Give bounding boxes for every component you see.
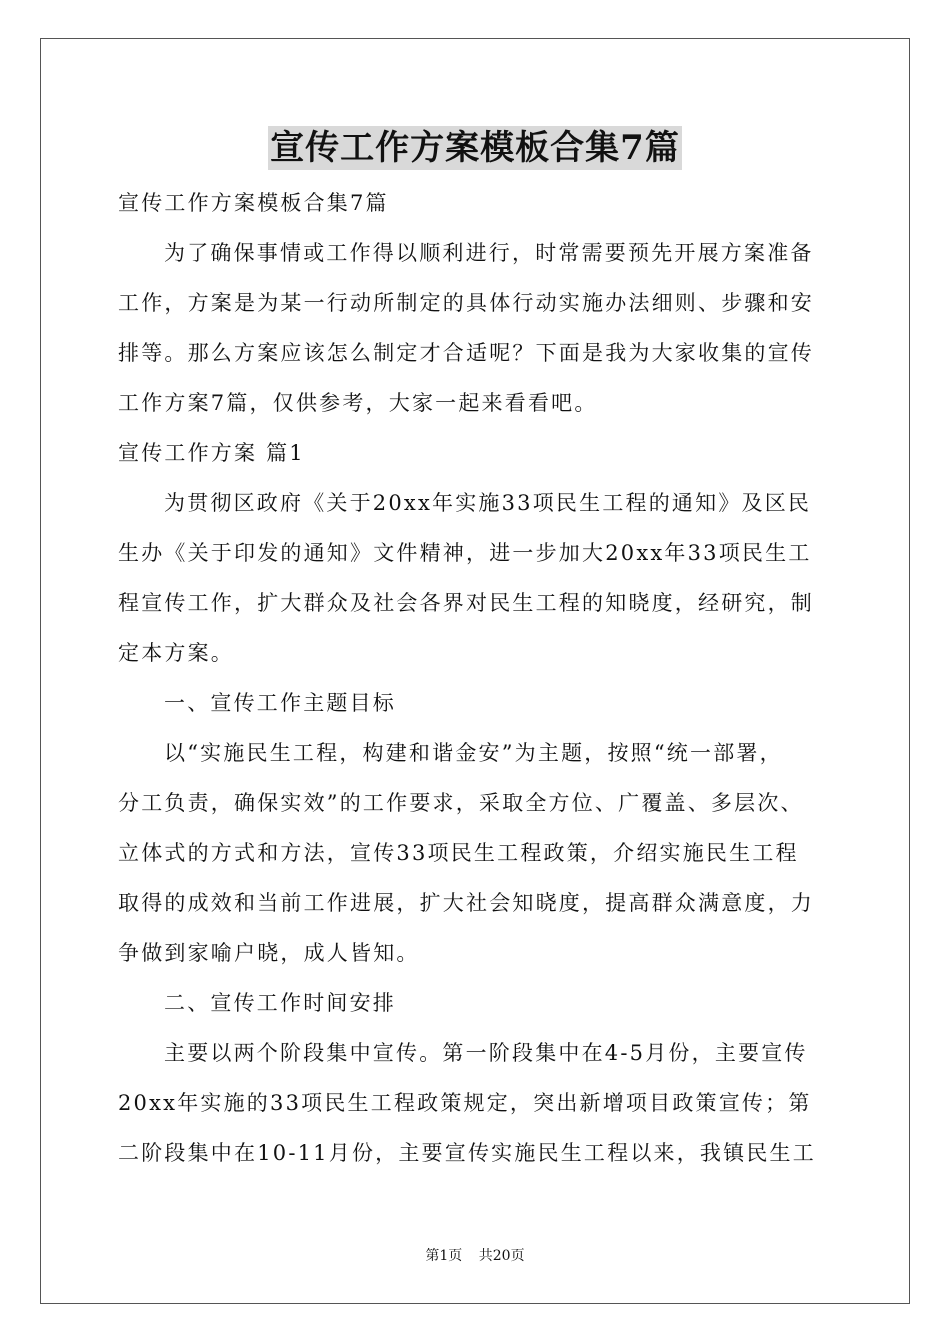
text-line: 工作，方案是为某一行动所制定的具体行动实施办法细则、步骤和安	[118, 291, 814, 315]
text-line: 分工负责，确保实效”的工作要求，采取全方位、广覆盖、多层次、	[118, 791, 804, 815]
title-container	[0, 126, 950, 170]
page-footer	[0, 1246, 950, 1266]
page-number: 第1页	[425, 1248, 463, 1264]
text-line: 宣传工作方案 篇1	[118, 441, 305, 465]
text-line: 排等。那么方案应该怎么制定才合适呢？下面是我为大家收集的宣传	[118, 341, 814, 365]
text-line: 一、宣传工作主题目标	[164, 691, 396, 715]
text-line: 20xx年实施的33项民生工程政策规定，突出新增项目政策宣传；第	[118, 1091, 812, 1115]
text-line: 宣传工作方案模板合集7篇	[118, 191, 389, 215]
text-line: 为了确保事情或工作得以顺利进行，时常需要预先开展方案准备	[164, 241, 814, 265]
text-line: 二阶段集中在10-11月份，主要宣传实施民生工程以来，我镇民生工	[118, 1141, 816, 1165]
text-line: 生办《关于印发的通知》文件精神，进一步加大20xx年33项民生工	[118, 541, 812, 565]
text-line: 为贯彻区政府《关于20xx年实施33项民生工程的通知》及区民	[164, 491, 812, 515]
document-title: 宣传工作方案模板合集7篇	[270, 128, 680, 168]
document-body	[118, 178, 838, 1178]
text-line: 主要以两个阶段集中宣传。第一阶段集中在4-5月份，主要宣传	[164, 1041, 808, 1065]
text-line: 取得的成效和当前工作进展，扩大社会知晓度，提高群众满意度，力	[118, 891, 814, 915]
text-line: 程宣传工作，扩大群众及社会各界对民生工程的知晓度，经研究，制	[118, 591, 814, 615]
text-line: 工作方案7篇，仅供参考，大家一起来看看吧。	[118, 391, 598, 415]
text-line: 定本方案。	[118, 641, 234, 665]
text-line: 二、宣传工作时间安排	[164, 991, 396, 1015]
text-line: 争做到家喻户晓，成人皆知。	[118, 941, 420, 965]
page-total: 共20页	[478, 1248, 525, 1264]
text-line: 立体式的方式和方法，宣传33项民生工程政策，介绍实施民生工程	[118, 841, 799, 865]
text-line: 以“实施民生工程，构建和谐金安”为主题，按照“统一部署，	[164, 741, 783, 765]
